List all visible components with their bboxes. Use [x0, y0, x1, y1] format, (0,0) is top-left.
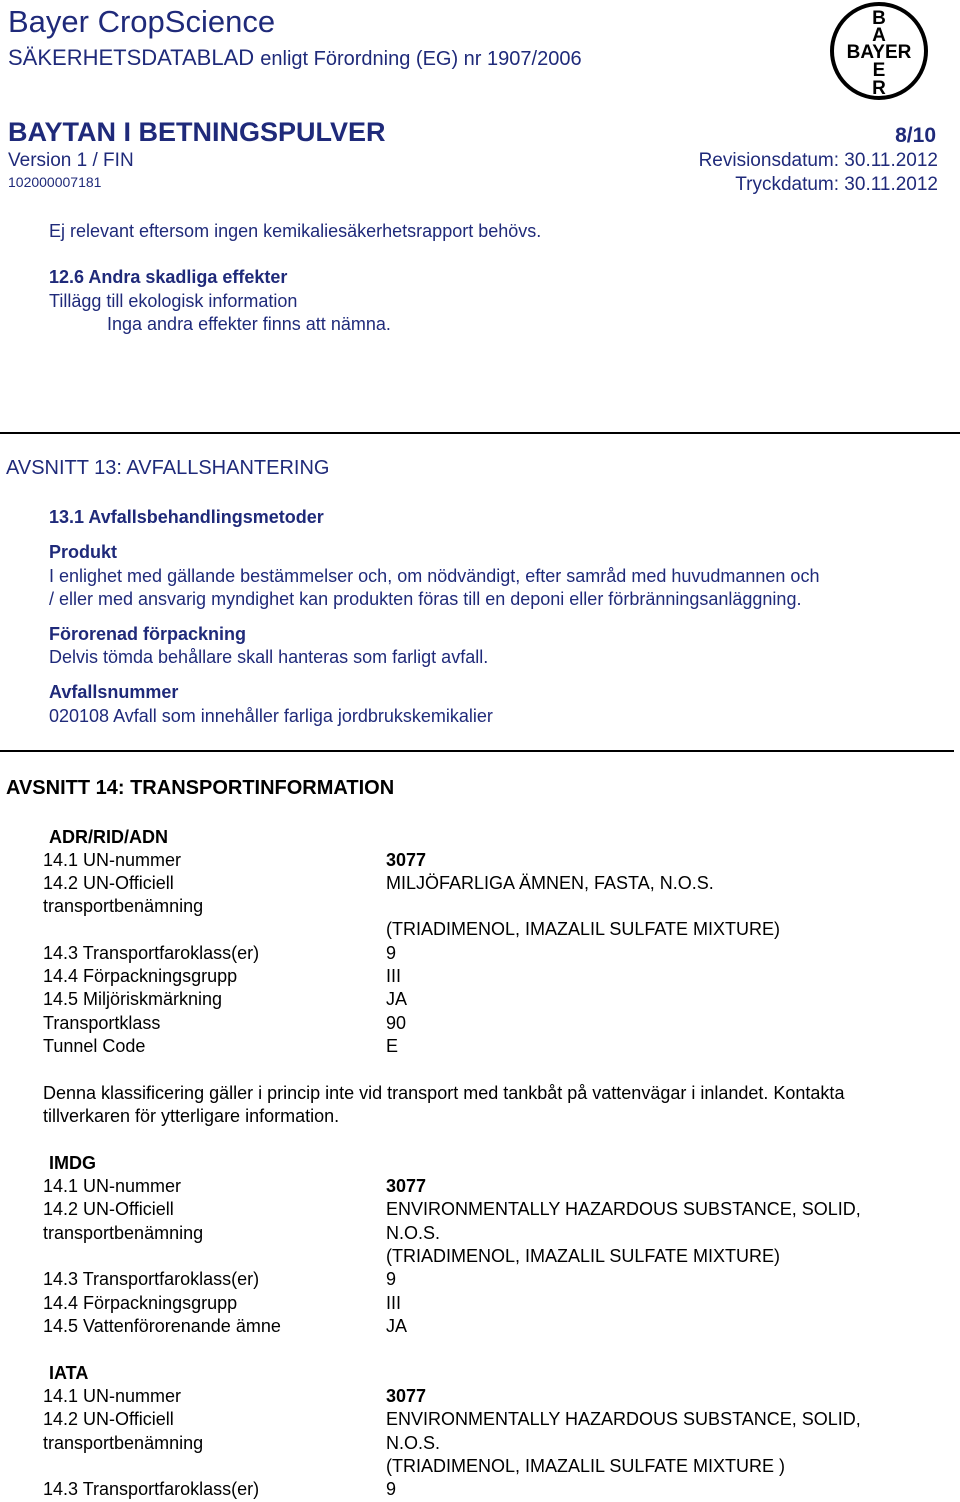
print-date: Tryckdatum: 30.11.2012 — [735, 174, 938, 195]
adr-name-key-1: 14.2 UN-Officiell — [43, 873, 174, 893]
adr-note-line-1: Denna klassificering gäller i princip inte vid transport med tankbåt på vattenvägar i inlandet. Kontakta — [43, 1083, 845, 1103]
adr-transport-class-key: Transportklass — [43, 1013, 161, 1033]
imdg-name-value-3: (TRIADIMENOL, IMAZALIL SULFATE MIXTURE) — [386, 1246, 781, 1266]
no-effects-text: Inga andra effekter finns att nämna. — [107, 314, 391, 334]
logo-letter-e: E — [872, 60, 886, 81]
adr-note-line-2: tillverkaren för ytterligare information. — [43, 1106, 340, 1126]
iata-name-value-1: ENVIRONMENTALLY HAZARDOUS SUBSTANCE, SOLID, — [386, 1409, 861, 1429]
iata-class-value: 9 — [386, 1479, 397, 1499]
iata-label: IATA — [49, 1363, 89, 1383]
doc-number: 102000007181 — [8, 174, 102, 190]
waste-number-label: Avfallsnummer — [49, 682, 179, 702]
iata-name-value-2: N.O.S. — [386, 1433, 441, 1453]
company-name: Bayer CropScience — [8, 4, 276, 39]
imdg-name-key-1: 14.2 UN-Officiell — [43, 1199, 174, 1219]
iata-name-key-1: 14.2 UN-Officiell — [43, 1409, 174, 1429]
packaging-label: Förorenad förpackning — [49, 624, 247, 644]
adr-class-value: 9 — [386, 943, 397, 963]
imdg-packing-group-key: 14.4 Förpackningsgrupp — [43, 1293, 238, 1313]
adr-name-value-2: (TRIADIMENOL, IMAZALIL SULFATE MIXTURE) — [386, 919, 781, 939]
section-13-title: AVSNITT 13: AVFALLSHANTERING — [6, 457, 330, 479]
iata-class-key: 14.3 Transportfaroklass(er) — [43, 1479, 260, 1499]
product-name: BAYTAN I BETNINGSPULVER — [8, 117, 386, 147]
adr-transport-class-value: 90 — [386, 1013, 407, 1033]
imdg-un-value: 3077 — [386, 1176, 427, 1196]
logo-word-bayer: BAYER — [846, 42, 912, 63]
adr-name-key-2: transportbenämning — [43, 896, 204, 916]
adr-packing-group-value: III — [386, 966, 402, 986]
iata-name-value-3: (TRIADIMENOL, IMAZALIL SULFATE MIXTURE ) — [386, 1456, 786, 1476]
adr-name-value-1: MILJÖFARLIGA ÄMNEN, FASTA, N.O.S. — [386, 873, 714, 893]
adr-tunnel-code-key: Tunnel Code — [43, 1036, 146, 1056]
product-text-line-1: I enlighet med gällande bestämmelser och, om nödvändigt, efter samråd med huvudmannen och — [49, 566, 820, 586]
divider-13 — [0, 432, 960, 434]
section-14-title: AVSNITT 14: TRANSPORTINFORMATION — [6, 777, 395, 799]
imdg-label: IMDG — [49, 1153, 96, 1173]
imdg-marine-pollutant-value: JA — [386, 1316, 408, 1336]
imdg-class-key: 14.3 Transportfaroklass(er) — [43, 1269, 260, 1289]
iata-name-key-2: transportbenämning — [43, 1433, 204, 1453]
adr-label: ADR/RID/ADN — [49, 827, 168, 847]
heading-12-6: 12.6 Andra skadliga effekter — [49, 267, 288, 287]
product-text-line-2: / eller med ansvarig myndighet kan produkten föras till en deponi eller förbränningsanläggning. — [49, 589, 802, 609]
iata-un-key: 14.1 UN-nummer — [43, 1386, 182, 1406]
logo-letter-a: A — [872, 25, 886, 46]
regulation-text: enligt Förordning (EG) nr 1907/2006 — [260, 48, 582, 70]
imdg-un-key: 14.1 UN-nummer — [43, 1176, 182, 1196]
heading-13-1: 13.1 Avfallsbehandlingsmetoder — [49, 507, 324, 527]
doc-type — [8, 45, 582, 72]
product-label: Produkt — [49, 542, 118, 562]
waste-number-text: 020108 Avfall som innehåller farliga jordbrukskemikalier — [49, 706, 493, 726]
adr-un-key: 14.1 UN-nummer — [43, 850, 182, 870]
divider-14 — [0, 750, 954, 752]
logo-letter-b: B — [872, 8, 886, 29]
imdg-name-key-2: transportbenämning — [43, 1223, 204, 1243]
additional-info-label: Tillägg till ekologisk information — [49, 291, 298, 311]
doc-type-label: SÄKERHETSDATABLAD — [8, 45, 255, 70]
imdg-marine-pollutant-key: 14.5 Vattenförorenande ämne — [43, 1316, 281, 1336]
adr-tunnel-code-value: E — [386, 1036, 399, 1056]
csr-text: Ej relevant eftersom ingen kemikaliesäkerhetsrapport behövs. — [49, 221, 542, 241]
revision-date: Revisionsdatum: 30.11.2012 — [698, 150, 938, 171]
imdg-name-value-2: N.O.S. — [386, 1223, 441, 1243]
imdg-class-value: 9 — [386, 1269, 397, 1289]
imdg-name-value-1: ENVIRONMENTALLY HAZARDOUS SUBSTANCE, SOLID, — [386, 1199, 861, 1219]
packaging-text: Delvis tömda behållare skall hanteras som farligt avfall. — [49, 647, 489, 667]
adr-un-value: 3077 — [386, 850, 427, 870]
adr-class-key: 14.3 Transportfaroklass(er) — [43, 943, 260, 963]
bayer-cross-logo — [828, 0, 930, 102]
page-number: 8/10 — [895, 124, 936, 147]
adr-env-key: 14.5 Miljöriskmärkning — [43, 989, 223, 1009]
version-text: Version 1 / FIN — [8, 150, 134, 171]
logo-letter-r: R — [872, 78, 886, 99]
iata-un-value: 3077 — [386, 1386, 427, 1406]
adr-packing-group-key: 14.4 Förpackningsgrupp — [43, 966, 238, 986]
imdg-packing-group-value: III — [386, 1293, 402, 1313]
adr-env-value: JA — [386, 989, 408, 1009]
